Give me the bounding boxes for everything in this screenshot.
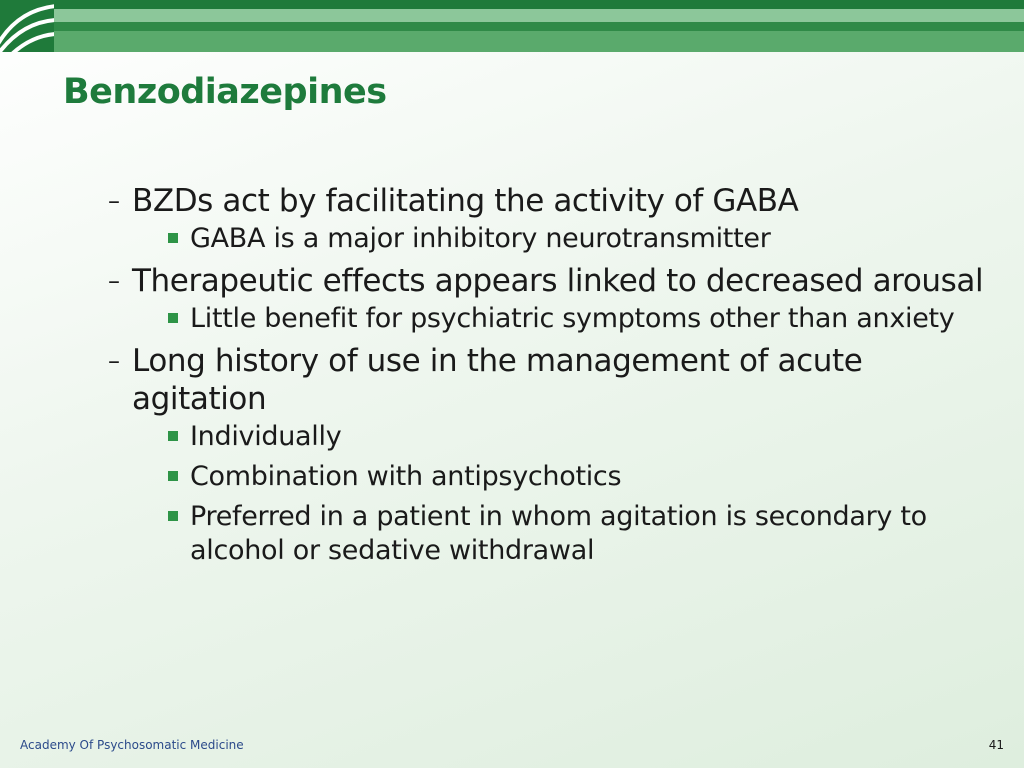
sub-bullet-list	[132, 222, 988, 256]
sub-bullet-text: GABA is a major inhibitory neurotransmitter	[190, 223, 771, 254]
header-stripe-light	[0, 9, 1024, 22]
dash-bullet-icon: –	[108, 267, 120, 295]
sub-bullet-text: Preferred in a patient in whom agitation is secondary to alcohol or sedative withdrawal	[190, 501, 927, 566]
footer-organization: Academy Of Psychosomatic Medicine	[20, 738, 244, 752]
sub-bullet-list	[132, 420, 988, 568]
sub-bullet-text: Little benefit for psychiatric symptoms other than anxiety	[190, 303, 955, 334]
bullet-item	[108, 182, 988, 256]
bullet-item	[108, 262, 988, 336]
sub-bullet-text: Combination with antipsychotics	[190, 461, 622, 492]
square-bullet-icon	[168, 471, 178, 481]
dash-bullet-icon: –	[108, 347, 120, 375]
bullet-text: Long history of use in the management of acute agitation	[132, 343, 863, 417]
page-number: 41	[988, 738, 1004, 752]
bullet-text: BZDs act by facilitating the activity of GABA	[132, 183, 799, 219]
square-bullet-icon	[168, 511, 178, 521]
sub-bullet-item	[166, 302, 988, 336]
bullet-list	[108, 180, 988, 574]
bullet-item	[108, 342, 988, 568]
header-stripe-light-lower	[0, 31, 1024, 52]
bullet-text: Therapeutic effects appears linked to decreased arousal	[132, 263, 984, 299]
header-stripe-dark	[0, 0, 1024, 9]
header-band	[0, 0, 1024, 52]
sub-bullet-item	[166, 420, 988, 454]
sub-bullet-item	[166, 222, 988, 256]
square-bullet-icon	[168, 233, 178, 243]
square-bullet-icon	[168, 313, 178, 323]
sub-bullet-list	[132, 302, 988, 336]
sub-bullet-text: Individually	[190, 421, 342, 452]
sub-bullet-item	[166, 500, 988, 568]
square-bullet-icon	[168, 431, 178, 441]
dash-bullet-icon: –	[108, 187, 120, 215]
slide-title: Benzodiazepines	[63, 72, 387, 112]
arc-logo-icon	[0, 0, 54, 52]
sub-bullet-item	[166, 460, 988, 494]
header-stripe-mid	[0, 22, 1024, 31]
